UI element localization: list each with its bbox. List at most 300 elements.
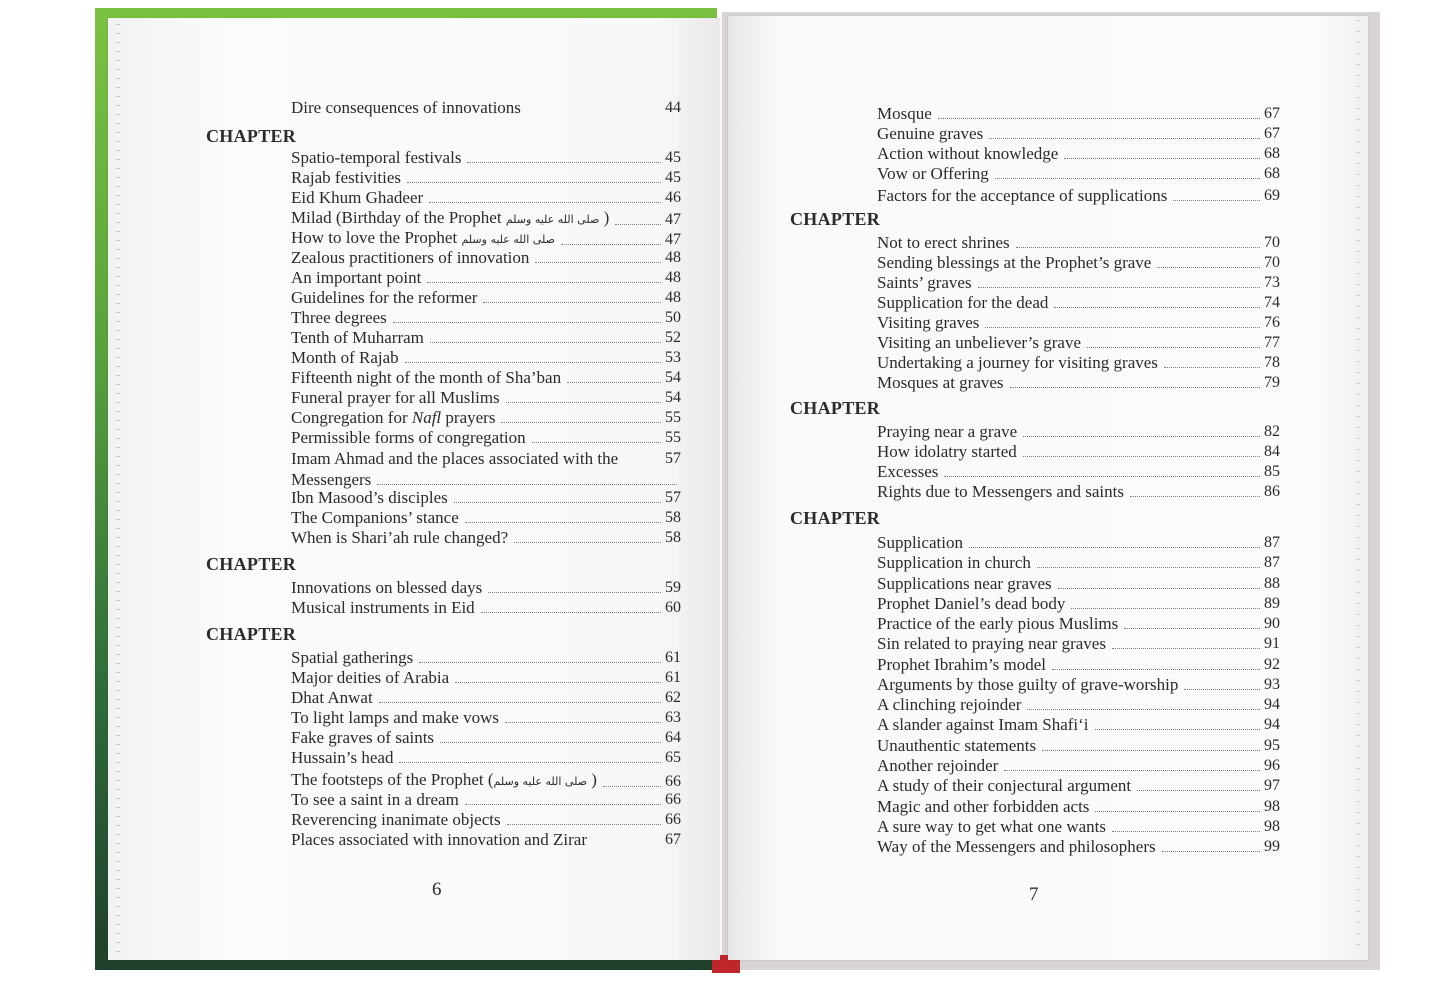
toc-entry xyxy=(291,668,681,688)
toc-entry-text: Places associated with innovation and Zirar xyxy=(291,830,587,849)
dot-leader xyxy=(567,382,661,383)
toc-entry-page: 88 xyxy=(1264,575,1280,592)
toc-entry-page: 52 xyxy=(665,329,681,346)
toc-entry-title xyxy=(877,442,1017,462)
toc-entry-text: Factors for the acceptance of supplications xyxy=(877,186,1168,205)
toc-entry-text: Guidelines for the reformer xyxy=(291,288,478,307)
toc-entry xyxy=(877,253,1280,273)
toc-entry xyxy=(291,648,681,668)
toc-entry-text: Action without knowledge xyxy=(877,144,1059,163)
toc-entry-page: 70 xyxy=(1264,254,1280,271)
toc-entry-page: 82 xyxy=(1264,423,1280,440)
toc-entry-text: Genuine graves xyxy=(877,124,984,143)
toc-entry xyxy=(877,373,1280,393)
dot-leader xyxy=(1023,456,1260,457)
dot-leader xyxy=(429,202,661,203)
toc-entry-text: Reverencing inanimate objects xyxy=(291,810,501,829)
toc-entry-text: Three degrees xyxy=(291,308,387,327)
toc-entry-text: Congregation for xyxy=(291,408,412,427)
toc-entry-title xyxy=(291,508,459,528)
toc-entry-page: 50 xyxy=(665,309,681,326)
dot-leader xyxy=(1095,811,1260,812)
dot-leader xyxy=(989,138,1260,139)
toc-entry-title xyxy=(877,422,1017,442)
toc-entry xyxy=(877,186,1280,206)
toc-entry xyxy=(877,353,1280,373)
toc-entry-title xyxy=(291,288,477,308)
dot-leader xyxy=(1037,567,1260,568)
toc-entry-page: 87 xyxy=(1264,554,1280,571)
toc-entry xyxy=(877,817,1280,837)
toc-entry-text: Rajab festivities xyxy=(291,168,402,187)
toc-entry-page: 94 xyxy=(1264,696,1280,713)
toc-entry xyxy=(291,770,681,792)
toc-entry xyxy=(877,837,1280,857)
arabic-honorific: صلى الله عليه وسلم xyxy=(505,213,600,226)
page-edge-right xyxy=(1356,20,1360,955)
toc-entry-page: 96 xyxy=(1264,757,1280,774)
toc-entry-title: Imam Ahmad and the places associated with the xyxy=(291,449,619,468)
toc-entry xyxy=(291,728,681,748)
toc-entry-text: Musical instruments in Eid xyxy=(291,598,475,617)
toc-entry-page: 70 xyxy=(1264,234,1280,251)
toc-entry-text: Spatio-temporal festivals xyxy=(291,148,462,167)
dot-leader xyxy=(377,469,677,485)
dot-leader xyxy=(995,178,1260,179)
toc-entry-title xyxy=(291,668,449,688)
toc-entry-page: 67 xyxy=(665,831,681,848)
toc-entry-title xyxy=(877,233,1010,253)
toc-entry xyxy=(877,144,1280,164)
dot-leader xyxy=(1173,200,1260,201)
toc-entry-title xyxy=(291,168,401,188)
dot-leader xyxy=(978,287,1260,288)
toc-entry-page: 98 xyxy=(1264,798,1280,815)
toc-entry xyxy=(291,208,681,230)
toc-entry xyxy=(877,482,1280,502)
dot-leader xyxy=(1184,689,1260,690)
toc-entry-text: Saints’ graves xyxy=(877,273,972,292)
page-edge-left xyxy=(116,24,120,954)
toc-entry-title xyxy=(291,688,373,708)
toc-entry-title xyxy=(877,756,998,776)
toc-entry-text: Supplication xyxy=(877,533,963,552)
toc-entry xyxy=(291,98,681,118)
toc-entry-text: Milad (Birthday of the Prophet xyxy=(291,208,506,227)
toc-entry-page: 67 xyxy=(1264,125,1280,142)
toc-entry-text: Another rejoinder xyxy=(877,756,999,775)
toc-entry-title xyxy=(291,248,529,268)
toc-entry xyxy=(291,790,681,810)
toc-entry xyxy=(877,164,1280,184)
dot-leader xyxy=(1064,158,1260,159)
dot-leader xyxy=(1157,267,1260,268)
toc-entry-text: Funeral prayer for all Muslims xyxy=(291,388,500,407)
toc-entry-text: Excesses xyxy=(877,462,939,481)
toc-entry-title xyxy=(291,308,387,328)
toc-entry-title xyxy=(877,353,1158,373)
toc-entry-title xyxy=(877,675,1178,695)
toc-entry-text: Sin related to praying near graves xyxy=(877,634,1106,653)
dot-leader xyxy=(405,362,661,363)
toc-entry xyxy=(291,708,681,728)
toc-entry xyxy=(877,776,1280,796)
toc-entry xyxy=(877,104,1280,124)
toc-entry-page: 58 xyxy=(665,529,681,546)
toc-entry xyxy=(877,462,1280,482)
toc-entry xyxy=(877,614,1280,634)
toc-entry xyxy=(877,533,1280,553)
toc-entry-text: Supplication for the dead xyxy=(877,293,1049,312)
toc-entry-text: An important point xyxy=(291,268,422,287)
left-folio: 6 xyxy=(432,879,442,900)
toc-entry-page: 54 xyxy=(665,389,681,406)
toc-entry-title xyxy=(877,817,1106,837)
toc-entry-title xyxy=(291,368,561,388)
toc-entry-text: Mosques at graves xyxy=(877,373,1004,392)
toc-entry-title xyxy=(291,770,597,792)
toc-entry-page: 57 xyxy=(665,450,681,467)
dot-leader xyxy=(430,342,661,343)
toc-entry xyxy=(877,574,1280,594)
toc-entry-page: 86 xyxy=(1264,483,1280,500)
toc-entry-text: When is Shari’ah rule changed? xyxy=(291,528,509,547)
toc-entry xyxy=(291,448,681,490)
toc-entry-page: 48 xyxy=(665,269,681,286)
dot-leader xyxy=(603,786,661,787)
dot-leader xyxy=(506,402,661,403)
toc-entry xyxy=(877,756,1280,776)
toc-entry-title xyxy=(291,268,421,288)
toc-entry-page: 84 xyxy=(1264,443,1280,460)
arabic-honorific: صلى الله عليه وسلم xyxy=(461,233,555,246)
dot-leader xyxy=(938,118,1260,119)
toc-entry-text: Supplication in church xyxy=(877,553,1031,572)
dot-leader xyxy=(969,547,1260,548)
toc-entry-text: Major deities of Arabia xyxy=(291,668,450,687)
toc-entry-page: 46 xyxy=(665,189,681,206)
toc-entry-page: 47 xyxy=(665,231,681,248)
toc-entry-page: 93 xyxy=(1264,676,1280,693)
toc-entry-page: 48 xyxy=(665,249,681,266)
dot-leader xyxy=(427,282,661,283)
toc-entry-text: A study of their conjectural argument xyxy=(877,776,1132,795)
toc-entry-page: 53 xyxy=(665,349,681,366)
dot-leader xyxy=(1137,790,1260,791)
toc-entry-text: To see a saint in a dream xyxy=(291,790,459,809)
toc-entry-title xyxy=(291,428,526,448)
toc-entry-title xyxy=(291,388,500,408)
toc-entry xyxy=(877,553,1280,573)
toc-entry-page: 89 xyxy=(1264,595,1280,612)
toc-entry-text: The footsteps of the Prophet ( xyxy=(291,770,494,789)
dot-leader xyxy=(505,722,661,723)
toc-entry-text: Arguments by those guilty of grave-worship xyxy=(877,675,1179,694)
toc-entry xyxy=(877,655,1280,675)
dot-leader xyxy=(399,762,661,763)
toc-entry xyxy=(291,748,681,768)
toc-entry-title xyxy=(877,333,1081,353)
toc-entry-text: Ibn Masood’s disciples xyxy=(291,488,448,507)
toc-entry xyxy=(291,508,681,528)
toc-entry-title xyxy=(291,228,555,250)
toc-entry-text: Rights due to Messengers and saints xyxy=(877,482,1124,501)
dot-leader xyxy=(1164,367,1260,368)
toc-entry xyxy=(291,578,681,598)
dot-leader xyxy=(481,612,661,613)
dot-leader xyxy=(985,327,1260,328)
toc-entry-text: Practice of the early pious Muslims xyxy=(877,614,1119,633)
toc-entry xyxy=(877,333,1280,353)
toc-entry-page: 64 xyxy=(665,729,681,746)
dot-leader xyxy=(1124,628,1260,629)
toc-entry xyxy=(877,594,1280,614)
toc-entry xyxy=(291,248,681,268)
toc-entry-suffix: ) xyxy=(599,208,610,227)
dot-leader xyxy=(1027,709,1260,710)
toc-entry-text: Visiting an unbeliever’s grave xyxy=(877,333,1082,352)
toc-entry-text: Sending blessings at the Prophet’s grave xyxy=(877,253,1152,272)
toc-entry-text: Unauthentic statements xyxy=(877,736,1037,755)
toc-entry-text: Zealous practitioners of innovation xyxy=(291,248,530,267)
toc-entry-title xyxy=(291,488,448,508)
dot-leader xyxy=(465,804,661,805)
toc-entry-text: Tenth of Muharram xyxy=(291,328,424,347)
toc-entry-page: 77 xyxy=(1264,334,1280,351)
dot-leader xyxy=(532,442,661,443)
toc-entry-page: 68 xyxy=(1264,165,1280,182)
toc-entry-page: 60 xyxy=(665,599,681,616)
toc-entry xyxy=(291,688,681,708)
toc-entry-text: To light lamps and make vows xyxy=(291,708,499,727)
toc-entry-text: A slander against Imam Shafi‘i xyxy=(877,715,1089,734)
toc-entry-text: Magic and other forbidden acts xyxy=(877,797,1090,816)
toc-entry-title xyxy=(877,655,1046,675)
toc-entry-text: Dire consequences of innovations xyxy=(291,98,521,117)
dot-leader xyxy=(455,682,661,683)
chapter-heading: CHAPTER xyxy=(206,126,297,146)
toc-entry-title xyxy=(877,124,983,144)
toc-entry xyxy=(291,830,681,850)
toc-entry-text: Visiting graves xyxy=(877,313,980,332)
toc-entry-title xyxy=(877,253,1151,273)
dot-leader xyxy=(1162,851,1260,852)
toc-entry-title xyxy=(291,98,521,118)
arabic-honorific: صلى الله عليه وسلم xyxy=(493,775,588,788)
toc-entry-title xyxy=(877,273,972,293)
toc-entry-page: 90 xyxy=(1264,615,1280,632)
toc-entry-title xyxy=(877,634,1106,654)
chapter-heading: CHAPTER xyxy=(790,209,881,229)
toc-entry xyxy=(877,293,1280,313)
toc-entry-page: 65 xyxy=(665,749,681,766)
toc-entry xyxy=(291,368,681,388)
toc-entry-title xyxy=(291,348,399,368)
toc-entry-title xyxy=(877,462,938,482)
chapter-heading: CHAPTER xyxy=(790,508,881,528)
toc-entry-text: Supplications near graves xyxy=(877,574,1052,593)
toc-entry xyxy=(877,797,1280,817)
toc-entry-page: 78 xyxy=(1264,354,1280,371)
dot-leader xyxy=(1054,307,1260,308)
toc-entry-text: Innovations on blessed days xyxy=(291,578,483,597)
dot-leader xyxy=(393,322,661,323)
toc-entry-text: Fifteenth night of the month of Sha’ban xyxy=(291,368,562,387)
toc-entry-page: 68 xyxy=(1264,145,1280,162)
toc-entry-page: 48 xyxy=(665,289,681,306)
dot-leader xyxy=(615,224,661,225)
dot-leader xyxy=(1023,436,1260,437)
toc-entry-text: Dhat Anwat xyxy=(291,688,373,707)
toc-entry-text: Undertaking a journey for visiting graves xyxy=(877,353,1158,372)
toc-entry xyxy=(291,598,681,618)
dot-leader xyxy=(1010,387,1260,388)
toc-entry-page: 45 xyxy=(665,169,681,186)
toc-entry xyxy=(877,715,1280,735)
dot-leader xyxy=(379,702,661,703)
dot-leader xyxy=(1016,247,1260,248)
toc-entry-page: 61 xyxy=(665,649,681,666)
dot-leader xyxy=(1042,750,1260,751)
right-folio: 7 xyxy=(1029,884,1039,905)
toc-entry-title xyxy=(877,776,1131,796)
toc-entry-text: Fake graves of saints xyxy=(291,728,435,747)
toc-entry-title xyxy=(877,533,963,553)
toc-entry-text: How idolatry started xyxy=(877,442,1017,461)
toc-entry-page: 73 xyxy=(1264,274,1280,291)
toc-entry-title xyxy=(291,790,459,810)
toc-entry-title xyxy=(291,578,482,598)
toc-entry-title xyxy=(291,830,587,850)
toc-entry xyxy=(291,810,681,830)
toc-entry-text: Spatial gatherings xyxy=(291,648,414,667)
toc-entry-title xyxy=(877,695,1021,715)
dot-leader xyxy=(1130,496,1260,497)
toc-entry-page: 67 xyxy=(1264,105,1280,122)
toc-entry-page: 66 xyxy=(665,811,681,828)
dot-leader xyxy=(561,244,661,245)
toc-entry xyxy=(877,695,1280,715)
toc-entry-page: 92 xyxy=(1264,656,1280,673)
toc-entry-page: 99 xyxy=(1264,838,1280,855)
toc-entry-text: The Companions’ stance xyxy=(291,508,459,527)
toc-entry xyxy=(291,168,681,188)
toc-entry-page: 62 xyxy=(665,689,681,706)
toc-entry-page: 45 xyxy=(665,149,681,166)
toc-entry xyxy=(291,148,681,168)
toc-entry xyxy=(291,348,681,368)
toc-entry-page: 47 xyxy=(665,211,681,228)
toc-entry-title xyxy=(291,208,609,230)
toc-entry-title xyxy=(877,164,989,184)
toc-entry xyxy=(291,268,681,288)
toc-entry-title xyxy=(291,528,508,548)
toc-entry-title xyxy=(291,648,413,668)
toc-entry-title xyxy=(877,614,1118,634)
toc-entry-page: 55 xyxy=(665,409,681,426)
dot-leader xyxy=(1112,648,1260,649)
toc-entry xyxy=(291,528,681,548)
toc-entry-page: 58 xyxy=(665,509,681,526)
toc-entry-page: 97 xyxy=(1264,777,1280,794)
toc-entry-text: Hussain’s head xyxy=(291,748,394,767)
toc-entry-page: 66 xyxy=(665,791,681,808)
toc-entry xyxy=(291,228,681,250)
toc-entry-text: Prophet Daniel’s dead body xyxy=(877,594,1066,613)
toc-entry-page: 59 xyxy=(665,579,681,596)
toc-entry-title xyxy=(877,574,1052,594)
toc-entry-title xyxy=(291,708,499,728)
toc-entry-text: A sure way to get what one wants xyxy=(877,817,1106,836)
toc-entry-title xyxy=(291,748,393,768)
dot-leader xyxy=(944,476,1260,477)
toc-entry xyxy=(877,634,1280,654)
toc-entry xyxy=(877,233,1280,253)
toc-entry xyxy=(877,736,1280,756)
toc-entry-title xyxy=(877,186,1167,206)
toc-entry xyxy=(291,488,681,508)
dot-leader xyxy=(501,422,661,423)
toc-entry-page: 95 xyxy=(1264,737,1280,754)
toc-entry xyxy=(291,328,681,348)
toc-entry-suffix: prayers xyxy=(441,408,496,427)
dot-leader xyxy=(1112,831,1260,832)
toc-entry xyxy=(291,288,681,308)
dot-leader xyxy=(1087,347,1260,348)
toc-entry-text: A clinching rejoinder xyxy=(877,695,1022,714)
dot-leader xyxy=(535,262,661,263)
toc-entry-page: 74 xyxy=(1264,294,1280,311)
toc-entry xyxy=(877,124,1280,144)
chapter-heading: CHAPTER xyxy=(790,398,881,418)
toc-entry xyxy=(291,408,681,428)
toc-entry-title xyxy=(877,144,1058,164)
toc-entry xyxy=(291,188,681,208)
toc-entry-page: 76 xyxy=(1264,314,1280,331)
toc-entry-page: 54 xyxy=(665,369,681,386)
toc-entry-title xyxy=(877,837,1156,857)
toc-entry-title xyxy=(291,728,434,748)
toc-entry-title xyxy=(877,104,932,124)
toc-entry-title xyxy=(877,373,1004,393)
toc-entry-text: Not to erect shrines xyxy=(877,233,1010,252)
toc-entry-page: 44 xyxy=(665,99,681,116)
toc-entry-title xyxy=(291,328,424,348)
toc-entry-text: Vow or Offering xyxy=(877,164,989,183)
toc-entry-title xyxy=(877,482,1124,502)
toc-entry-title xyxy=(291,148,461,168)
toc-entry-text: Month of Rajab xyxy=(291,348,399,367)
toc-entry-title xyxy=(877,313,979,333)
toc-entry-page: 87 xyxy=(1264,534,1280,551)
toc-entry-page: 79 xyxy=(1264,374,1280,391)
toc-entry-title xyxy=(291,188,423,208)
toc-entry-page: 69 xyxy=(1264,187,1280,204)
dot-leader xyxy=(488,592,661,593)
dot-leader xyxy=(483,302,661,303)
dot-leader xyxy=(419,662,661,663)
toc-entry-text: Mosque xyxy=(877,104,932,123)
toc-entry-suffix: ) xyxy=(587,770,597,789)
toc-entry-italic: Nafl xyxy=(411,408,442,427)
toc-entry-title xyxy=(877,594,1065,614)
toc-entry xyxy=(291,388,681,408)
dot-leader xyxy=(467,162,661,163)
toc-entry-title-cont: Messengers xyxy=(291,470,372,489)
toc-entry xyxy=(877,442,1280,462)
toc-entry-title xyxy=(877,736,1036,756)
toc-entry xyxy=(291,428,681,448)
